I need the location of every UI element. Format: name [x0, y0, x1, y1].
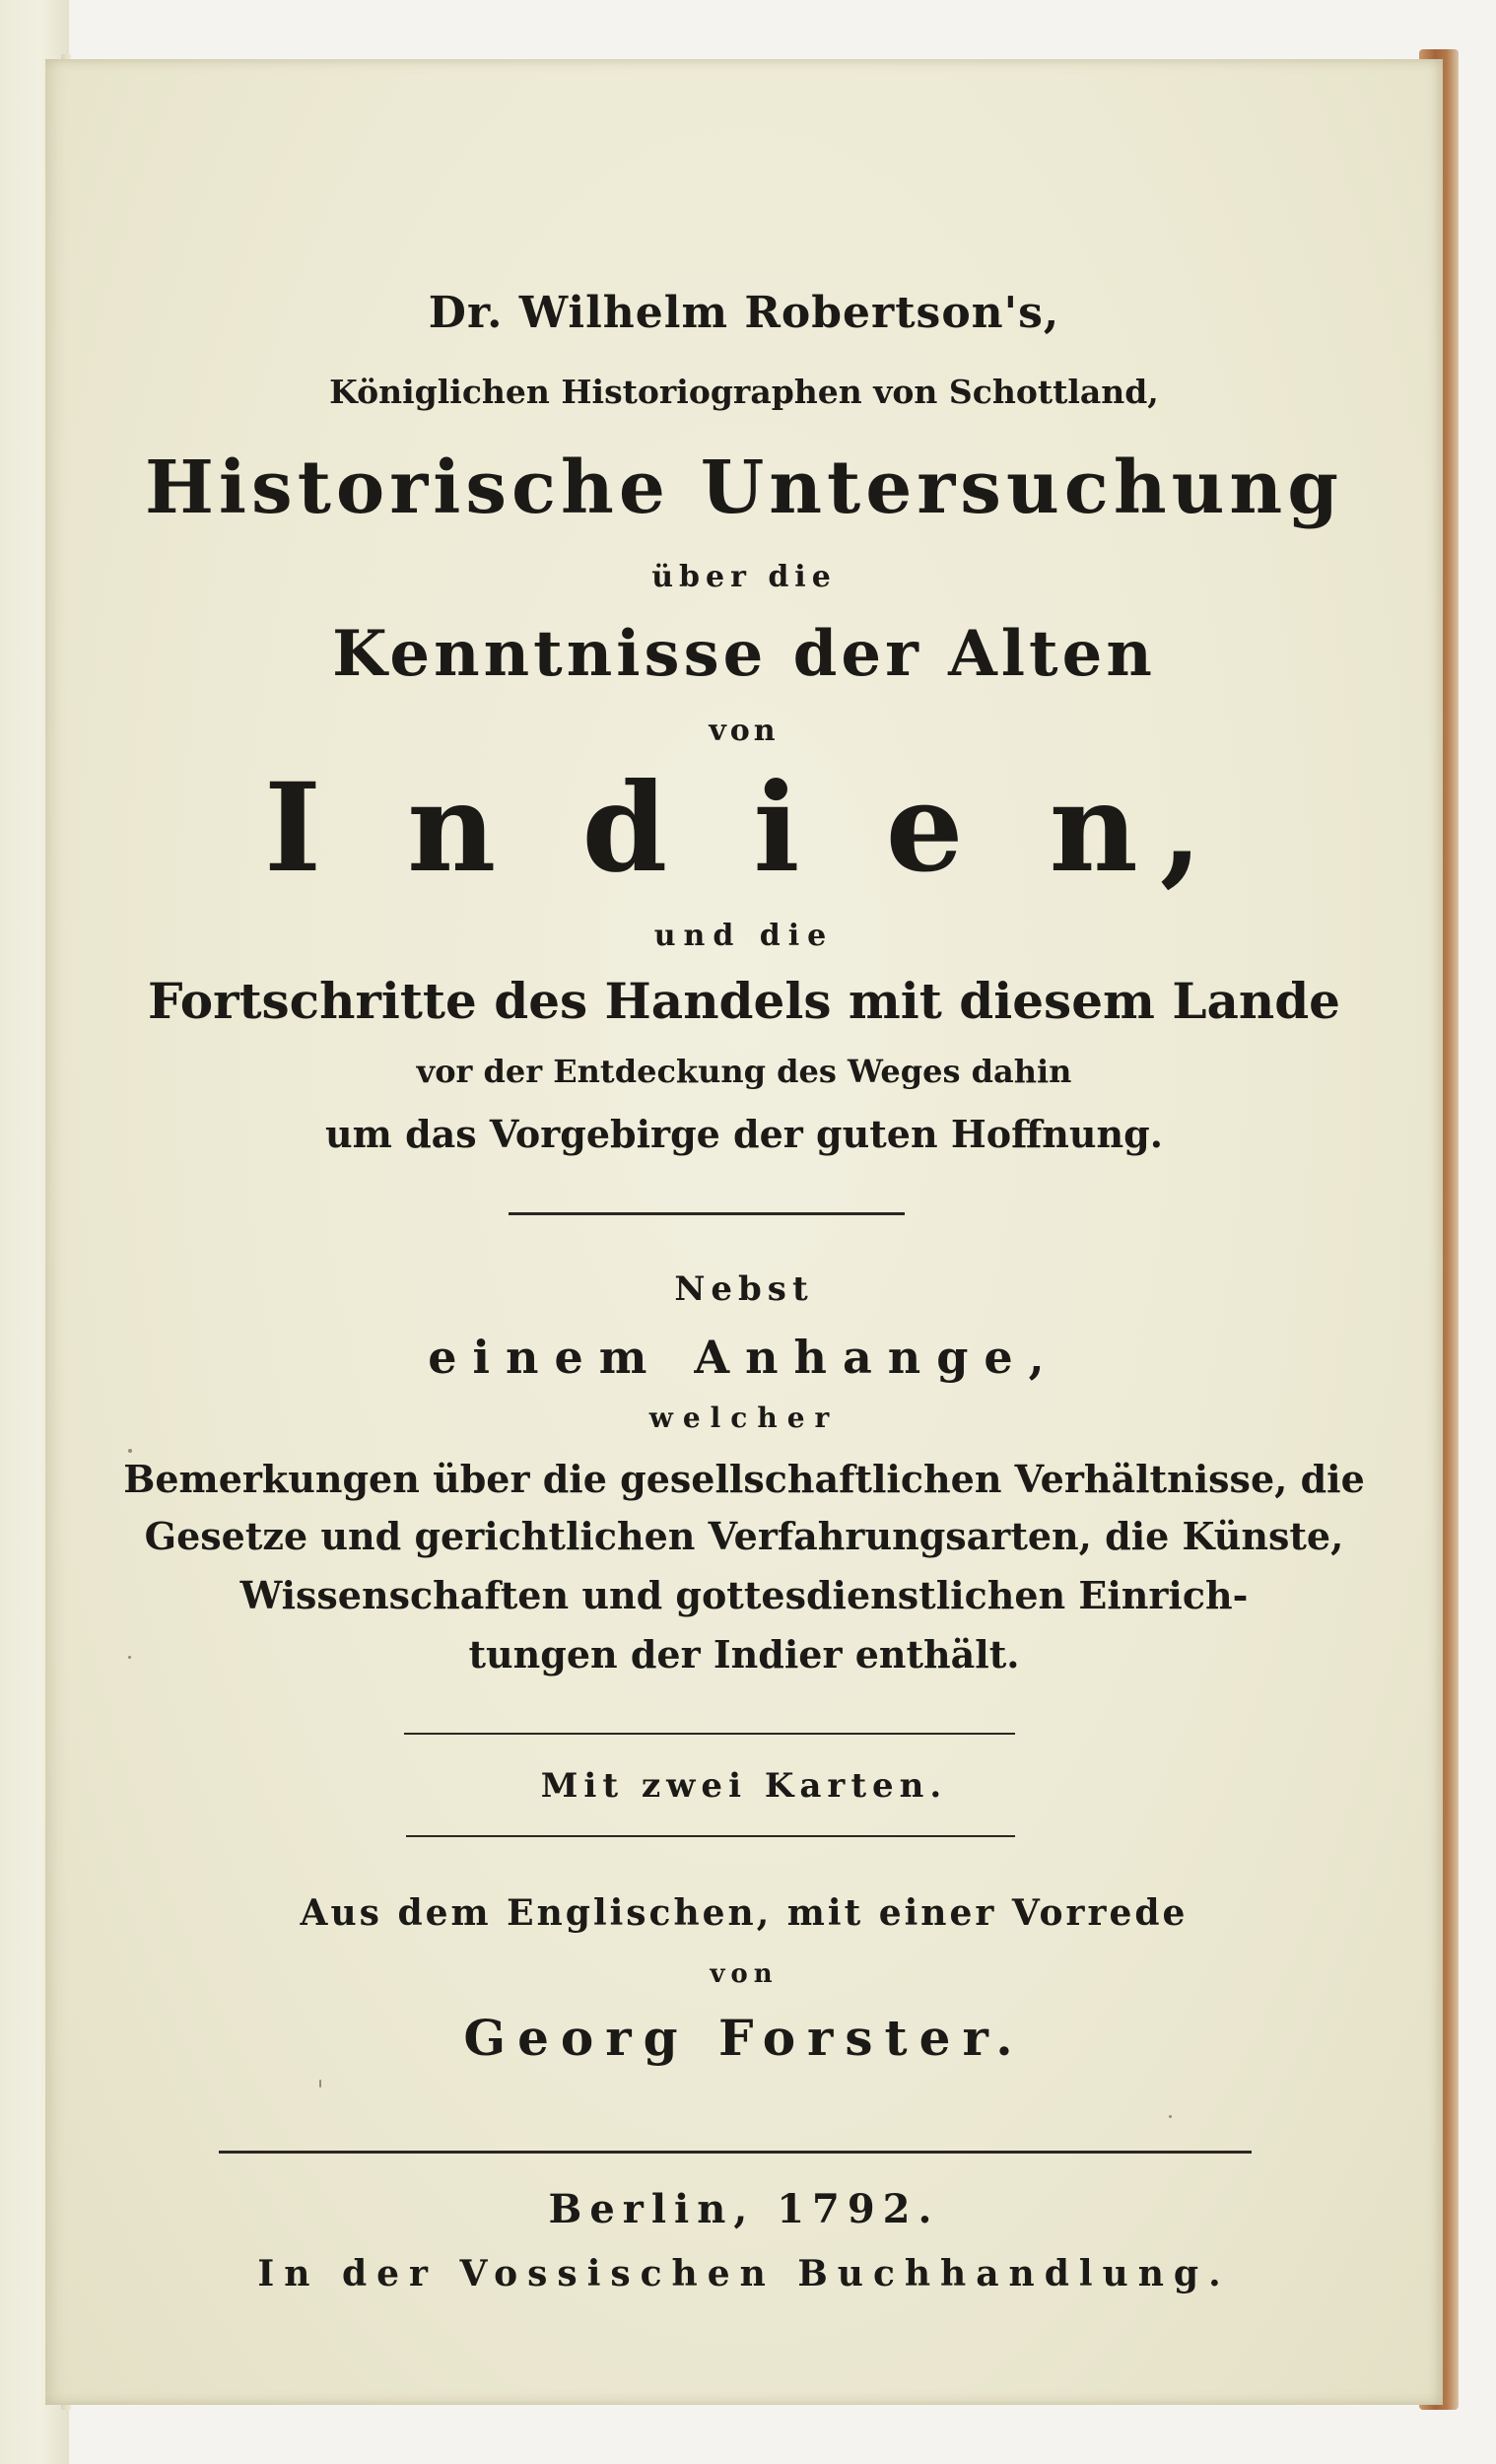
- title-line-fortschritte: Fortschritte des Handels mit diesem Lande: [147, 972, 1340, 1030]
- imprint-publisher: In der Vossischen Buchhandlung.: [257, 2253, 1231, 2294]
- title-page: [45, 59, 1443, 2405]
- divider-rule-4: [219, 2151, 1252, 2154]
- translator-name: Georg Forster.: [463, 2009, 1025, 2067]
- title-country: I n d i e n,: [263, 757, 1225, 900]
- author-role-line: Königlichen Historiographen von Schottland,: [329, 373, 1159, 411]
- translation-note: Aus dem Englischen, mit einer Vorrede: [300, 1892, 1189, 1934]
- title-line-vorgebirge: um das Vorgebirge der guten Hoffnung.: [325, 1112, 1163, 1156]
- translator-connector: von: [710, 1959, 779, 1989]
- main-title: Historische Untersuchung: [145, 445, 1343, 530]
- paper-speck: [128, 1656, 131, 1659]
- paper-speck: [319, 2080, 321, 2088]
- divider-rule-1: [509, 1212, 905, 1215]
- title-connector-von: von: [709, 714, 780, 748]
- title-connector-ueber: über die: [651, 560, 837, 594]
- appendix-intro: Nebst: [674, 1269, 814, 1309]
- imprint-place-year: Berlin, 1792.: [548, 2186, 940, 2232]
- paper-speck: [128, 1449, 132, 1453]
- title-line-kenntnisse: Kenntnisse der Alten: [332, 617, 1156, 691]
- appendix-connector: welcher: [648, 1402, 840, 1434]
- appendix-desc-line-3: Wissenschaften und gottesdienstlichen Einrich-: [239, 1573, 1249, 1617]
- author-line: Dr. Wilhelm Robertson's,: [428, 288, 1060, 338]
- appendix-desc-line-4: tungen der Indier enthält.: [468, 1632, 1020, 1677]
- appendix-desc-line-1: Bemerkungen über die gesellschaftlichen Verhältnisse, die: [123, 1457, 1365, 1501]
- divider-rule-3: [406, 1835, 1015, 1837]
- title-connector-und: und die: [653, 919, 835, 953]
- appendix-desc-line-2: Gesetze und gerichtlichen Verfahrungsarten, die Künste,: [144, 1514, 1344, 1558]
- title-line-entdeckung: vor der Entdeckung des Weges dahin: [416, 1053, 1072, 1090]
- title-page-text: [45, 59, 1443, 2405]
- divider-rule-2: [404, 1733, 1015, 1735]
- maps-note: Mit zwei Karten.: [540, 1766, 948, 1806]
- appendix-title: einem Anhange,: [428, 1331, 1060, 1384]
- paper-speck: [1169, 2115, 1172, 2118]
